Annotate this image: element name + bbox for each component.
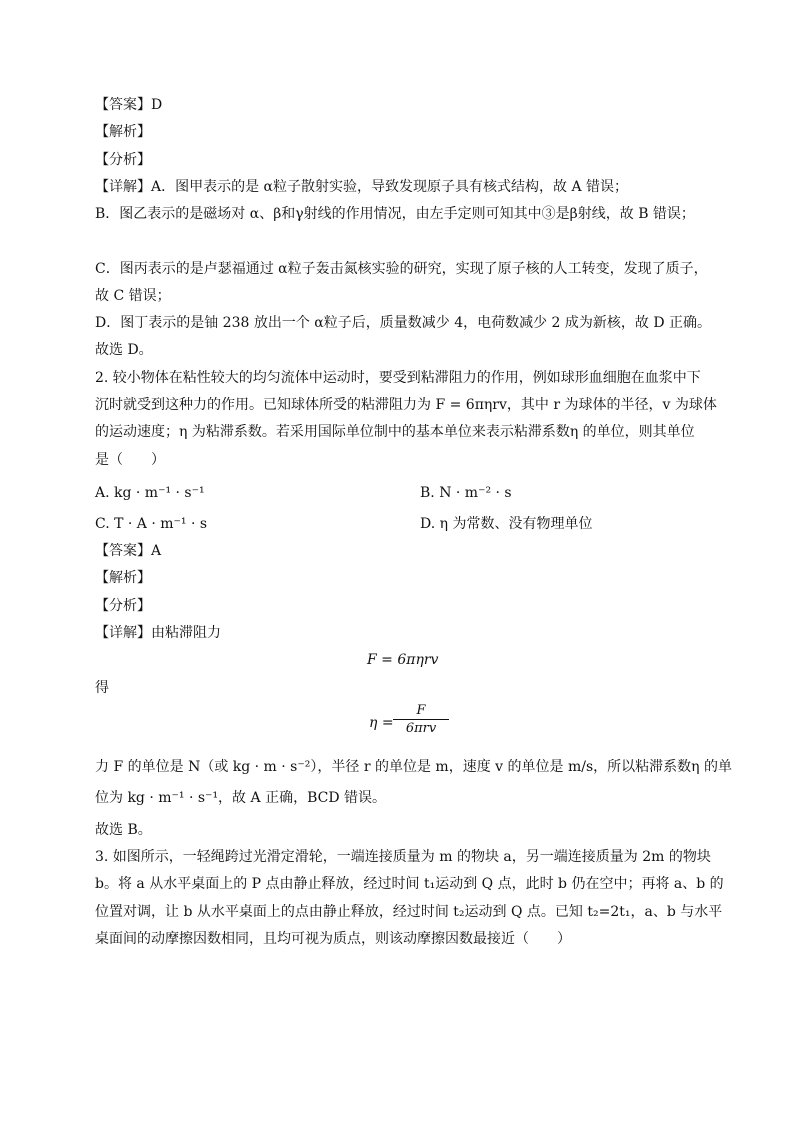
q2-de: 得 (95, 680, 109, 696)
q2-text-line2: 位为 kg · m⁻¹ · s⁻¹，故 A 正确，BCD 错误。 (95, 790, 387, 806)
q2-stem-line2: 沉时就受到这种力的作用。已知球体所受的粘滞阻力为 F = 6πηrv，其中 r 为球体的半径，v 为球体 (95, 397, 717, 413)
q2-detail: 【详解】由粘滞阻力 (95, 625, 221, 641)
q2-formula-eta-fraction (393, 703, 449, 736)
q2-option-b: B. N · m⁻² · s (420, 485, 512, 501)
q1-detail-a: 【详解】A．图甲表示的是 α粒子散射实验，导致发现原子具有核式结构，故 A 错误； (95, 179, 629, 195)
q3-stem-line3: 位置对调，让 b 从水平桌面上的点由静止释放，经过时间 t₂运动到 Q 点。已知 t₂=2t₁，a、b 与水平 (95, 904, 723, 920)
fraction-denominator: 6πrv (405, 721, 437, 736)
q3-stem-line4: 桌面间的动摩擦因数相同，且均可视为质点，则该动摩擦因数最接近（ ） (95, 931, 571, 947)
q2-option-c: C. T · A · m⁻¹ · s (95, 516, 208, 532)
q1-detail-c2: 故 C 错误； (95, 288, 171, 304)
q2-choose: 故选 B。 (95, 822, 152, 838)
q1-detail-d: D．图丁表示的是铀 238 放出一个 α粒子后，质量数减少 4，电荷数减少 2 成为新核，故 D 正确。 (95, 315, 712, 331)
fraction-numerator: F (393, 703, 449, 720)
q1-choose: 故选 D。 (95, 342, 153, 358)
q2-option-a: A. kg · m⁻¹ · s⁻¹ (95, 485, 205, 501)
q3-stem-line2: b。将 a 从水平桌面上的 P 点由静止释放，经过时间 t₁运动到 Q 点，此时 b 仍在空中；再将 a、b 的 (95, 876, 724, 892)
q1-fenxi-heading: 【分析】 (95, 152, 151, 168)
q3-stem-line1: 3. 如图所示，一轻绳跨过光滑定滑轮，一端连接质量为 m 的物块 a，另一端连接质量为 2m 的物块 (95, 849, 711, 865)
q2-stem-line3: 的运动速度；η 为粘滞系数。若采用国际单位制中的基本单位来表示粘滞系数η 的单位，则其单位 (95, 424, 695, 440)
q2-fenxi-heading: 【分析】 (95, 598, 151, 614)
q2-option-d: D. η 为常数、没有物理单位 (420, 516, 593, 532)
q1-detail-c1: C．图丙表示的是卢瑟福通过 α粒子轰击氮核实验的研究，实现了原子核的人工转变，发现了质子， (95, 261, 708, 277)
q1-detail-b: B．图乙表示的是磁场对 α、β和γ射线的作用情况，由左手定则可知其中③是β射线，故 B 错误； (95, 206, 695, 222)
q2-text-line1: 力 F 的单位是 N（或 kg · m · s⁻²），半径 r 的单位是 m，速度 v 的单位是 m/s，所以粘滞系数η 的单 (95, 759, 732, 775)
q2-analysis-heading: 【解析】 (95, 570, 151, 586)
q2-formula-force: F = 6πηrv (367, 652, 439, 668)
q2-stem-line1: 2. 较小物体在粘性较大的均匀流体中运动时，要受到粘滞阻力的作用，例如球形血细胞在血浆中下 (95, 370, 701, 386)
q2-stem-line4: 是（ ） (95, 452, 165, 468)
q2-answer: 【答案】A (95, 543, 162, 559)
q1-analysis-heading: 【解析】 (95, 124, 151, 140)
q1-answer: 【答案】D (95, 97, 163, 113)
q2-formula-eta-lhs: η = (369, 715, 394, 731)
